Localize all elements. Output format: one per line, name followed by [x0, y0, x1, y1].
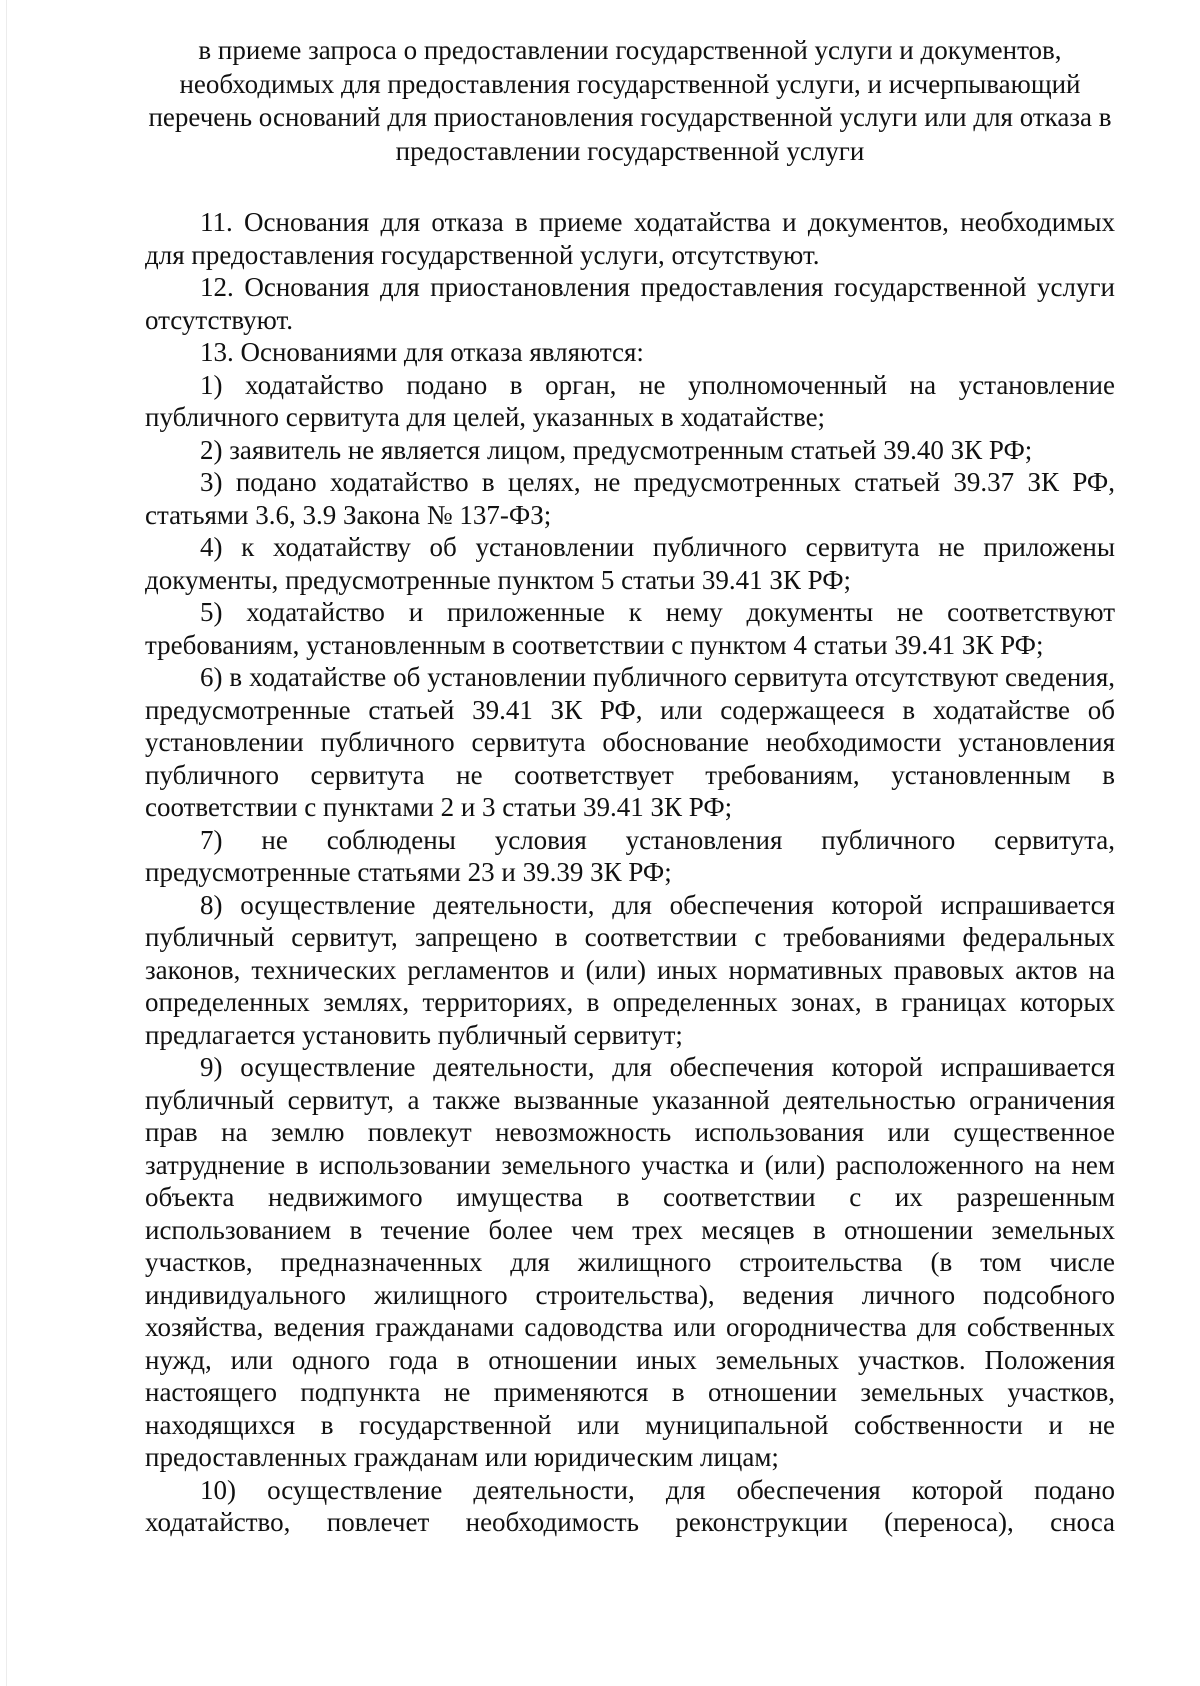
list-item-10: 10) осуществление деятельности, для обеспечения которой подано ходатайство, повлечет необходимость реконструкции (переноса), сноса	[145, 1474, 1115, 1537]
paragraph-12: 12. Основания для приостановления предоставления государственной услуги отсутствуют.	[145, 272, 1115, 335]
list-item-2: 2) заявитель не является лицом, предусмотренным статьей 39.40 ЗК РФ;	[200, 434, 1033, 465]
paragraph-13: 13. Основаниями для отказа являются:	[200, 337, 644, 367]
list-item-7: 7) не соблюдены условия установления публичного сервитута, предусмотренные статьями 23 и 39.39 ЗК РФ;	[145, 824, 1115, 887]
document-body	[145, 206, 1115, 1539]
list-item-3: 3) подано ходатайство в целях, не предусмотренных статьей 39.37 ЗК РФ, статьями 3.6, 3.9 Закона № 137-ФЗ;	[145, 467, 1115, 530]
list-item-4: 4) к ходатайству об установлении публичного сервитута не приложены документы, предусмотренные пунктом 5 статьи 39.41 ЗК РФ;	[145, 532, 1115, 595]
section-heading: в приеме запроса о предоставлении государственной услуги и документов, необходимых для предоставления государственной услуги, и исчерпывающий перечень оснований для приостановления государственной услуги или для отказа в предоставлении государственной услуги	[148, 35, 1112, 166]
list-item-8: 8) осуществление деятельности, для обеспечения которой испрашивается публичный сервитут, запрещено в соответствии с требованиями федеральных законов, технических регламентов и (или) иных нормативных правовых актов на определенных землях, территориях, в определенных зонах, в границах которых предлагается установить публичный сервитут;	[145, 889, 1115, 1050]
list-item-5: 5) ходатайство и приложенные к нему документы не соответствуют требованиям, установленным в соответствии с пунктом 4 статьи 39.41 ЗК РФ;	[145, 597, 1115, 660]
list-item-1: 1) ходатайство подано в орган, не уполномоченный на установление публичного сервитута для целей, указанных в ходатайстве;	[145, 369, 1115, 432]
list-item-6: 6) в ходатайстве об установлении публичного сервитута отсутствуют сведения, предусмотренные статьей 39.41 ЗК РФ, или содержащееся в ходатайстве об установлении публичного сервитута обоснование необходимости установления публичного сервитута не соответствует требованиям, установленным в соответствии с пунктами 2 и 3 статьи 39.41 ЗК РФ;	[145, 662, 1115, 822]
paragraph-11: 11. Основания для отказа в приеме ходатайства и документов, необходимых для предоставления государственной услуги, отсутствуют.	[145, 207, 1115, 270]
list-item-9: 9) осуществление деятельности, для обеспечения которой испрашивается публичный сервитут, а также вызванные указанной деятельностью ограничения прав на землю повлекут невозможность использования или существенное затруднение в использовании земельного участка и (или) расположенного на нем объекта недвижимого имущества в соответствии с их разрешенным использованием в течение более чем трех месяцев в отношении земельных участков, предназначенных для жилищного строительства (в том числе индивидуального жилищного строительства), ведения личного подсобного хозяйства, ведения гражданами садоводства или огородничества для собственных нужд, или одного года в отношении иных земельных участков. Положения настоящего подпункта не применяются в отношении земельных участков, находящихся в государственной или муниципальной собственности и не предоставленных гражданам или юридическим лицам;	[145, 1052, 1115, 1472]
scan-edge	[6, 0, 7, 1686]
